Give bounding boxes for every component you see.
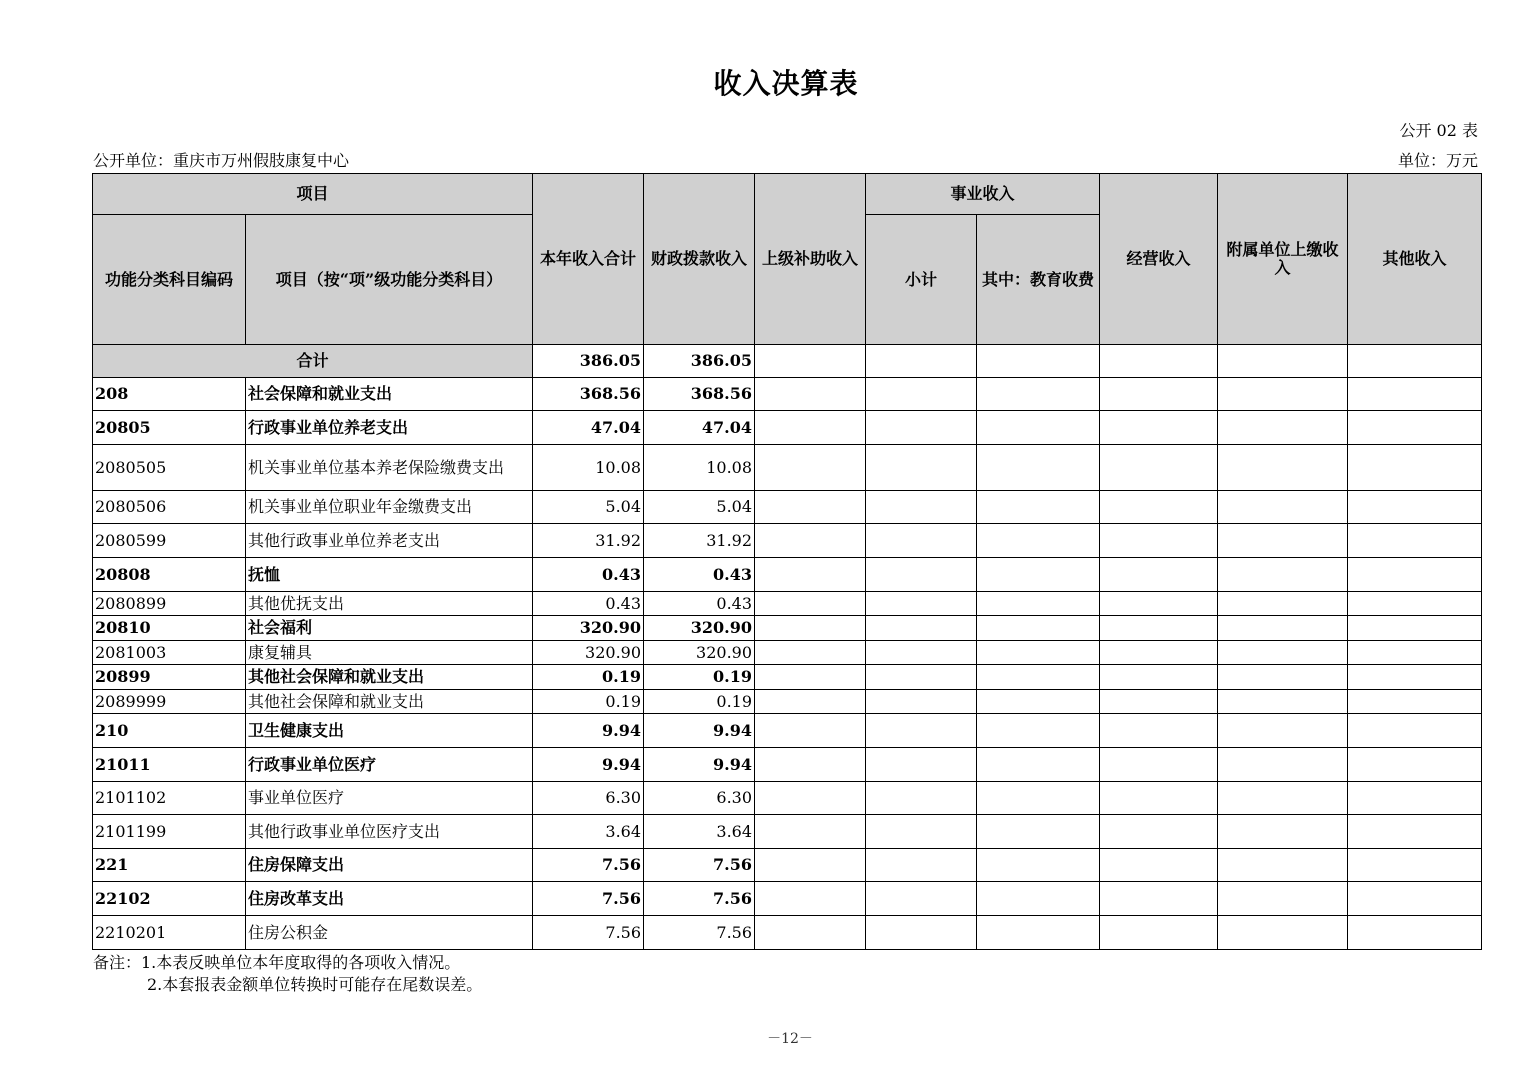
row-total-income: 31.92 — [533, 524, 644, 558]
empty-cell — [1100, 714, 1218, 748]
empty-cell — [1100, 782, 1218, 815]
empty-cell — [1218, 665, 1348, 690]
header-total-income: 本年收入合计 — [533, 174, 644, 345]
empty-cell — [1348, 592, 1482, 616]
empty-cell — [866, 491, 977, 524]
empty-cell — [866, 558, 977, 592]
empty-cell — [977, 558, 1100, 592]
empty-cell — [977, 524, 1100, 558]
table-row — [93, 882, 1482, 916]
header-fiscal-income: 财政拨款收入 — [644, 174, 755, 345]
empty-cell — [866, 665, 977, 690]
empty-cell — [1218, 378, 1348, 411]
empty-cell — [1348, 491, 1482, 524]
empty-cell — [1100, 748, 1218, 782]
empty-cell — [977, 411, 1100, 445]
empty-cell — [1348, 558, 1482, 592]
row-name: 其他行政事业单位医疗支出 — [246, 815, 533, 849]
row-fiscal-income: 0.19 — [644, 665, 755, 690]
row-fiscal-income: 10.08 — [644, 445, 755, 491]
row-total-income: 0.19 — [533, 690, 644, 714]
empty-cell — [1348, 748, 1482, 782]
row-total-income: 320.90 — [533, 616, 644, 641]
empty-cell — [755, 616, 866, 641]
empty-cell — [977, 445, 1100, 491]
empty-cell — [1348, 524, 1482, 558]
row-name: 其他社会保障和就业支出 — [246, 690, 533, 714]
empty-cell — [1218, 714, 1348, 748]
empty-cell — [755, 815, 866, 849]
row-code: 210 — [93, 714, 246, 748]
empty-cell — [1348, 882, 1482, 916]
empty-cell — [1218, 616, 1348, 641]
row-code: 2089999 — [93, 690, 246, 714]
row-total-income: 6.30 — [533, 782, 644, 815]
total-income-value: 386.05 — [533, 345, 644, 378]
empty-cell — [1348, 665, 1482, 690]
header-subtotal: 小计 — [866, 215, 977, 345]
table-row — [93, 849, 1482, 882]
empty-cell — [755, 491, 866, 524]
header-code: 功能分类科目编码 — [93, 215, 246, 345]
row-total-income: 0.43 — [533, 558, 644, 592]
empty-cell — [1218, 916, 1348, 950]
notes — [93, 952, 482, 996]
table-row — [93, 378, 1482, 411]
empty-cell — [1218, 748, 1348, 782]
row-fiscal-income: 368.56 — [644, 378, 755, 411]
table-row — [93, 641, 1482, 665]
row-total-income: 0.19 — [533, 665, 644, 690]
row-name: 抚恤 — [246, 558, 533, 592]
empty-cell — [1100, 445, 1218, 491]
empty-cell — [1218, 815, 1348, 849]
empty-cell — [1100, 815, 1218, 849]
empty-cell — [1348, 641, 1482, 665]
empty-cell — [755, 411, 866, 445]
row-fiscal-income: 9.94 — [644, 748, 755, 782]
row-fiscal-income: 0.43 — [644, 592, 755, 616]
table-row — [93, 592, 1482, 616]
empty-cell — [977, 665, 1100, 690]
empty-cell — [1348, 916, 1482, 950]
row-code: 221 — [93, 849, 246, 882]
row-fiscal-income: 6.30 — [644, 782, 755, 815]
row-code: 2210201 — [93, 916, 246, 950]
row-name: 住房改革支出 — [246, 882, 533, 916]
empty-cell — [977, 491, 1100, 524]
table-row — [93, 714, 1482, 748]
total-row — [93, 345, 1482, 378]
row-fiscal-income: 9.94 — [644, 714, 755, 748]
row-code: 2080599 — [93, 524, 246, 558]
empty-cell — [1100, 411, 1218, 445]
empty-cell — [1100, 690, 1218, 714]
empty-cell — [1100, 558, 1218, 592]
empty-cell — [977, 690, 1100, 714]
empty-cell — [1100, 849, 1218, 882]
empty-cell — [977, 849, 1100, 882]
empty-cell — [977, 616, 1100, 641]
table-row — [93, 815, 1482, 849]
empty-cell — [1218, 558, 1348, 592]
empty-cell — [755, 782, 866, 815]
empty-cell — [1100, 378, 1218, 411]
table-row — [93, 411, 1482, 445]
empty-cell — [1100, 641, 1218, 665]
header-other-income: 其他收入 — [1348, 174, 1482, 345]
empty-cell — [1348, 616, 1482, 641]
empty-cell — [1100, 882, 1218, 916]
row-fiscal-income: 7.56 — [644, 849, 755, 882]
empty-cell — [1100, 524, 1218, 558]
row-total-income: 320.90 — [533, 641, 644, 665]
empty-cell — [866, 378, 977, 411]
row-name: 机关事业单位基本养老保险缴费支出 — [246, 445, 533, 491]
table-row — [93, 558, 1482, 592]
empty-cell — [1348, 849, 1482, 882]
row-name: 机关事业单位职业年金缴费支出 — [246, 491, 533, 524]
row-name: 社会福利 — [246, 616, 533, 641]
row-fiscal-income: 320.90 — [644, 641, 755, 665]
empty-cell — [977, 916, 1100, 950]
row-code: 20810 — [93, 616, 246, 641]
row-total-income: 0.43 — [533, 592, 644, 616]
empty-cell — [866, 641, 977, 665]
table-row — [93, 491, 1482, 524]
empty-cell — [866, 592, 977, 616]
row-name: 住房公积金 — [246, 916, 533, 950]
row-name: 事业单位医疗 — [246, 782, 533, 815]
empty-cell — [755, 558, 866, 592]
empty-cell — [755, 524, 866, 558]
row-code: 208 — [93, 378, 246, 411]
empty-cell — [1348, 782, 1482, 815]
row-total-income: 3.64 — [533, 815, 644, 849]
table-row — [93, 782, 1482, 815]
row-name: 行政事业单位养老支出 — [246, 411, 533, 445]
empty-cell — [755, 665, 866, 690]
row-total-income: 368.56 — [533, 378, 644, 411]
empty-cell — [866, 714, 977, 748]
row-code: 21011 — [93, 748, 246, 782]
row-fiscal-income: 47.04 — [644, 411, 755, 445]
empty-cell — [866, 782, 977, 815]
empty-cell — [866, 815, 977, 849]
empty-cell — [977, 641, 1100, 665]
empty-cell — [1218, 690, 1348, 714]
row-fiscal-income: 0.19 — [644, 690, 755, 714]
row-code: 2101199 — [93, 815, 246, 849]
row-total-income: 5.04 — [533, 491, 644, 524]
income-statement-table — [92, 173, 1482, 950]
row-name: 其他行政事业单位养老支出 — [246, 524, 533, 558]
empty-cell — [866, 445, 977, 491]
page-title: 收入决算表 — [713, 67, 859, 100]
row-name: 行政事业单位医疗 — [246, 748, 533, 782]
empty-cell — [866, 411, 977, 445]
empty-cell — [866, 916, 977, 950]
row-total-income: 10.08 — [533, 445, 644, 491]
empty-cell — [755, 690, 866, 714]
row-total-income: 7.56 — [533, 916, 644, 950]
row-name: 住房保障支出 — [246, 849, 533, 882]
empty-cell — [977, 714, 1100, 748]
empty-cell — [1100, 592, 1218, 616]
empty-cell — [1218, 782, 1348, 815]
empty-cell — [755, 916, 866, 950]
header-education-fee: 其中：教育收费 — [977, 215, 1100, 345]
row-fiscal-income: 3.64 — [644, 815, 755, 849]
empty-cell — [755, 641, 866, 665]
empty-cell — [1218, 849, 1348, 882]
empty-cell — [977, 378, 1100, 411]
empty-cell — [1100, 491, 1218, 524]
empty-cell — [977, 882, 1100, 916]
empty-cell — [866, 849, 977, 882]
empty-cell — [755, 882, 866, 916]
row-fiscal-income: 7.56 — [644, 916, 755, 950]
row-name: 卫生健康支出 — [246, 714, 533, 748]
empty-cell — [1100, 616, 1218, 641]
empty-cell — [1348, 714, 1482, 748]
row-name: 康复辅具 — [246, 641, 533, 665]
empty-cell — [866, 690, 977, 714]
row-code: 2080505 — [93, 445, 246, 491]
empty-cell — [866, 748, 977, 782]
header-operating-income: 经营收入 — [1100, 174, 1218, 345]
empty-cell — [977, 782, 1100, 815]
header-superior-subsidy: 上级补助收入 — [755, 174, 866, 345]
row-code: 2080899 — [93, 592, 246, 616]
empty-cell — [977, 592, 1100, 616]
row-fiscal-income: 31.92 — [644, 524, 755, 558]
total-fiscal-value: 386.05 — [644, 345, 755, 378]
empty-cell — [977, 815, 1100, 849]
empty-cell — [1218, 524, 1348, 558]
header-business-income: 事业收入 — [866, 174, 1100, 215]
empty-cell — [755, 748, 866, 782]
table-row — [93, 748, 1482, 782]
table-row — [93, 524, 1482, 558]
row-name: 社会保障和就业支出 — [246, 378, 533, 411]
row-code: 20808 — [93, 558, 246, 592]
empty-cell — [1348, 378, 1482, 411]
row-code: 20805 — [93, 411, 246, 445]
note-2: 2.本套报表金额单位转换时可能存在尾数误差。 — [147, 975, 483, 994]
header-affiliated-income: 附属单位上缴收入 — [1218, 174, 1348, 345]
note-1: 备注：1.本表反映单位本年度取得的各项收入情况。 — [93, 953, 461, 972]
empty-cell — [1218, 641, 1348, 665]
empty-cell — [755, 378, 866, 411]
empty-cell — [1348, 445, 1482, 491]
row-total-income: 7.56 — [533, 849, 644, 882]
header-item: 项目 — [93, 174, 533, 215]
row-total-income: 9.94 — [533, 748, 644, 782]
empty-cell — [755, 849, 866, 882]
row-total-income: 7.56 — [533, 882, 644, 916]
row-code: 20899 — [93, 665, 246, 690]
form-number: 公开 02 表 — [1399, 121, 1478, 140]
row-name: 其他优抚支出 — [246, 592, 533, 616]
row-fiscal-income: 0.43 — [644, 558, 755, 592]
empty-cell — [866, 882, 977, 916]
empty-cell — [1348, 411, 1482, 445]
row-fiscal-income: 7.56 — [644, 882, 755, 916]
row-code: 2101102 — [93, 782, 246, 815]
empty-cell — [1218, 445, 1348, 491]
page-number: －12－ — [767, 1031, 813, 1047]
empty-cell — [1218, 882, 1348, 916]
row-fiscal-income: 320.90 — [644, 616, 755, 641]
empty-cell — [977, 748, 1100, 782]
empty-cell — [866, 524, 977, 558]
header-name: 项目（按“项”级功能分类科目） — [246, 215, 533, 345]
row-name: 其他社会保障和就业支出 — [246, 665, 533, 690]
row-total-income: 9.94 — [533, 714, 644, 748]
empty-cell — [866, 616, 977, 641]
currency-unit: 单位：万元 — [1397, 151, 1478, 170]
empty-cell — [1218, 592, 1348, 616]
empty-cell — [755, 714, 866, 748]
reporting-unit: 公开单位：重庆市万州假肢康复中心 — [93, 151, 350, 170]
empty-cell — [1218, 491, 1348, 524]
row-code: 2081003 — [93, 641, 246, 665]
empty-cell — [755, 592, 866, 616]
row-total-income: 47.04 — [533, 411, 644, 445]
table-row — [93, 445, 1482, 491]
table-row — [93, 916, 1482, 950]
empty-cell — [1100, 665, 1218, 690]
empty-cell — [1348, 690, 1482, 714]
total-label: 合计 — [93, 345, 533, 378]
table-row — [93, 665, 1482, 690]
row-code: 2080506 — [93, 491, 246, 524]
empty-cell — [1348, 815, 1482, 849]
empty-cell — [1218, 411, 1348, 445]
table-row — [93, 690, 1482, 714]
table-row — [93, 616, 1482, 641]
empty-cell — [755, 445, 866, 491]
row-fiscal-income: 5.04 — [644, 491, 755, 524]
row-code: 22102 — [93, 882, 246, 916]
empty-cell — [1100, 916, 1218, 950]
